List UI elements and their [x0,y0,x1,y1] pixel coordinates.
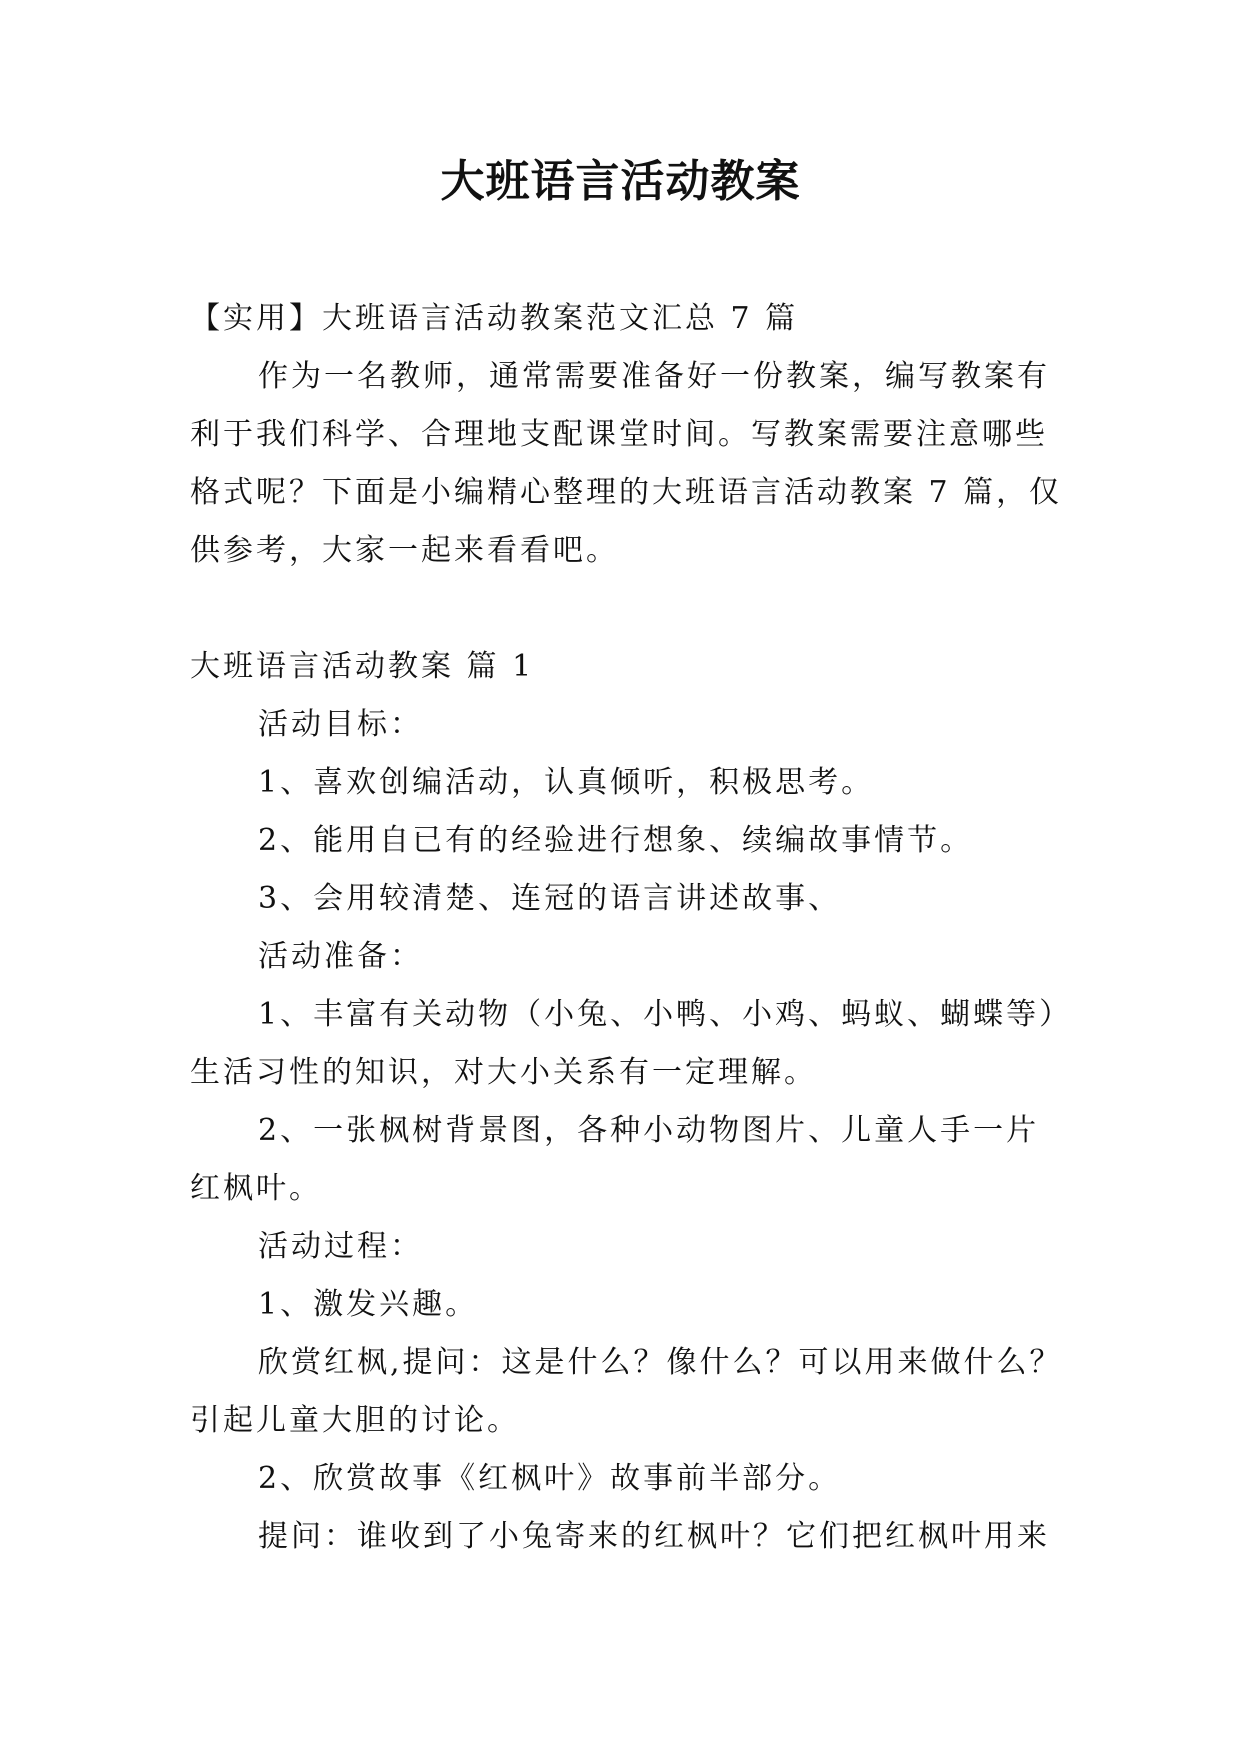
body-line: 生活习性的知识，对大小关系有一定理解。 [190,1055,817,1090]
section-heading: 大班语言活动教案 篇 1 [190,649,535,684]
document-body [190,290,1073,1566]
intro-line: 作为一名教师，通常需要准备好一份教案，编写教案有 [258,359,1050,394]
body-line: 引起儿童大胆的讨论。 [190,1403,520,1438]
body-line: 欣赏红枫,提问：这是什么？像什么？可以用来做什么？ [258,1345,1063,1380]
body-line: 提问：谁收到了小兔寄来的红枫叶？它们把红枫叶用来 [258,1519,1050,1554]
body-line: 1、丰富有关动物（小兔、小鸭、小鸡、蚂蚁、蝴蝶等） [258,997,1073,1032]
intro-line: 供参考，大家一起来看看吧。 [190,533,619,568]
intro-line: 利于我们科学、合理地支配课堂时间。写教案需要注意哪些 [190,417,1048,452]
intro-line: 格式呢？下面是小编精心整理的大班语言活动教案 7 篇，仅 [190,475,1063,510]
body-line: 红枫叶。 [190,1171,322,1206]
body-line: 1、激发兴趣。 [258,1287,479,1322]
paragraph-gap [190,580,1070,638]
document-subtitle: 【实用】大班语言活动教案范文汇总 7 篇 [190,301,799,336]
body-line: 2、一张枫树背景图，各种小动物图片、儿童人手一片 [258,1113,1040,1148]
body-line: 2、能用自已有的经验进行想象、续编故事情节。 [258,823,974,858]
body-line: 1、喜欢创编活动，认真倾听，积极思考。 [258,765,875,800]
document-title: 大班语言活动教案 [440,156,801,207]
body-line: 2、欣赏故事《红枫叶》故事前半部分。 [258,1461,842,1496]
body-line: 活动目标： [258,707,423,742]
body-line: 3、会用较清楚、连冠的语言讲述故事、 [258,881,842,916]
body-line: 活动准备： [258,939,423,974]
body-line: 活动过程： [258,1229,423,1264]
